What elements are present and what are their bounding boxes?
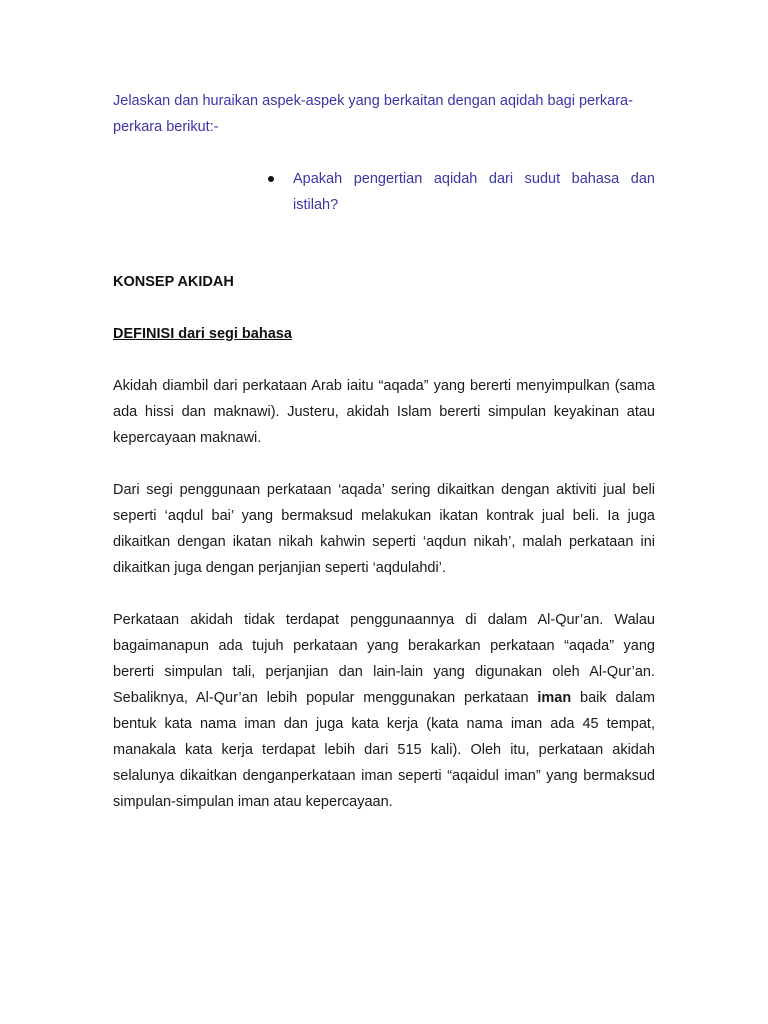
bullet-icon	[268, 176, 274, 182]
paragraph-quran-text-1: Perkataan akidah tidak terdapat penggunaannya di dalam Al-Qur’an. Walau bagaimanapun ada tujuh perkataan yang berakarkan perkataan “aqada” yang bererti simpulan tali, perjanjian dan lain-lain yang digunakan oleh Al-Qur’an. Sebaliknya, Al-Qur’an lebih popular menggunakan perkataan	[113, 612, 655, 706]
paragraph-quran-text-2: baik dalam bentuk kata nama iman dan juga kata kerja (kata nama iman ada 45 tempat, manakala kata kerja terdapat lebih dari 515 kali). Oleh itu, perkataan akidah selalunya dikaitkan denganperkataan iman seperti “aqaidul iman” yang bermaksud simpulan-simpulan iman atau kepercayaan.	[113, 690, 655, 810]
section-heading: KONSEP AKIDAH	[113, 274, 234, 290]
paragraph-definition: Akidah diambil dari perkataan Arab iaitu “aqada” yang bererti menyimpulkan (sama ada hissi dan maknawi). Justeru, akidah Islam bererti simpulan keyakinan atau kepercayaan maknawi.	[113, 378, 655, 446]
section-subheading: DEFINISI dari segi bahasa	[113, 326, 292, 342]
paragraph-usage: Dari segi penggunaan perkataan ‘aqada’ sering dikaitkan dengan aktiviti jual beli seperti ‘aqdul bai’ yang bermaksud melakukan ikatan kontrak jual beli. Ia juga dikaitkan dengan ikatan nikah kahwin seperti ‘aqdun nikah’, malah perkataan ini dikaitkan juga dengan perjanjian seperti ‘aqdulahdi’.	[113, 482, 655, 576]
question-intro: Jelaskan dan huraikan aspek-aspek yang berkaitan dengan aqidah bagi perkara-perkara berikut:-	[113, 93, 633, 135]
bold-term-iman: iman	[537, 690, 572, 706]
question-bullet-item: Apakah pengertian aqidah dari sudut bahasa dan istilah?	[293, 171, 655, 213]
paragraph-quran	[113, 607, 655, 815]
